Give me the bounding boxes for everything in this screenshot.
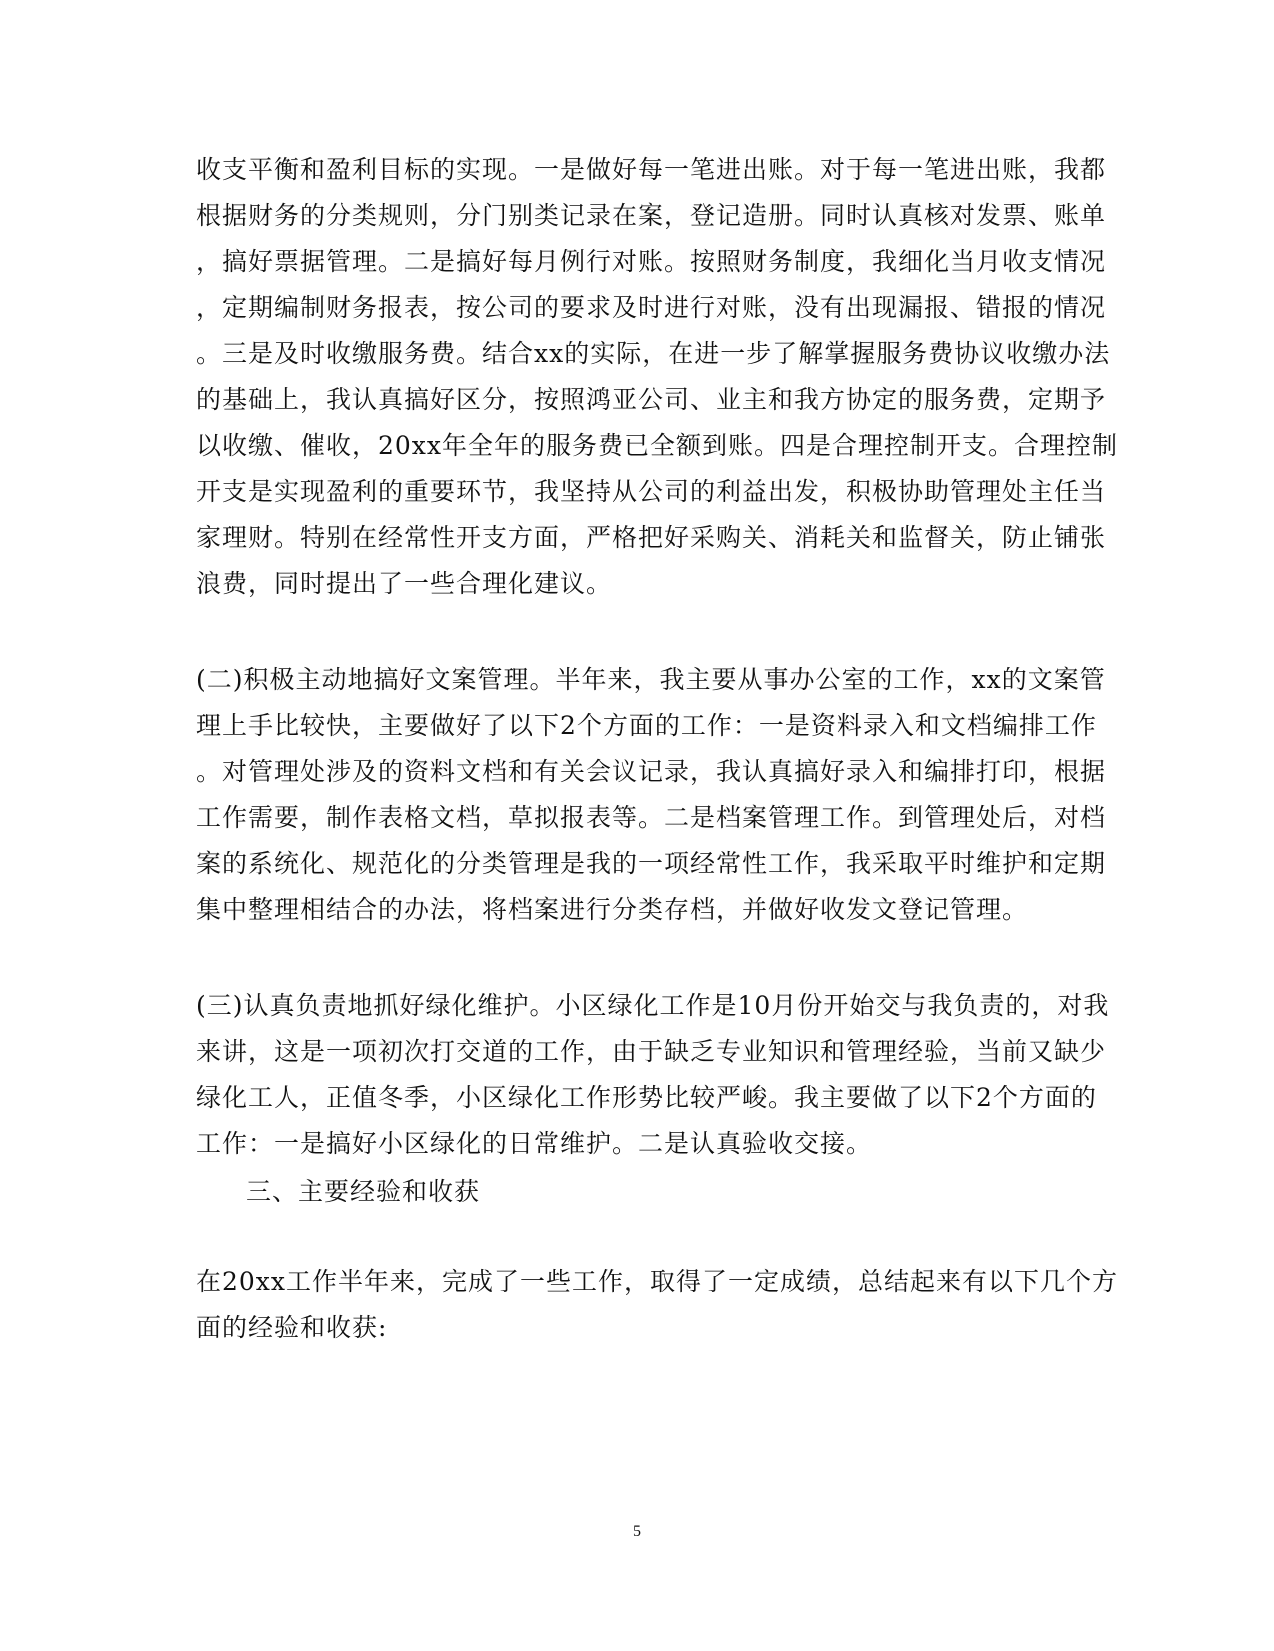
paragraph-line: 的基础上，我认真搞好区分，按照鸿亚公司、业主和我方协定的服务费，定期予 <box>196 385 1107 414</box>
paragraph-line: 根据财务的分类规则，分门别类记录在案，登记造册。同时认真核对发票、账单 <box>196 201 1107 230</box>
paragraph-line: (三)认真负责地抓好绿化维护。小区绿化工作是10月份开始交与我负责的，对我 <box>196 991 1110 1020</box>
paragraph-line: 工作需要，制作表格文档，草拟报表等。二是档案管理工作。到管理处后，对档 <box>196 803 1107 832</box>
paragraph-line: 开支是实现盈利的重要环节，我坚持从公司的利益出发，积极协助管理处主任当 <box>196 477 1107 506</box>
paragraph-line: 绿化工人，正值冬季，小区绿化工作形势比较严峻。我主要做了以下2个方面的 <box>196 1083 1097 1112</box>
paragraph-line: 家理财。特别在经常性开支方面，严格把好采购关、消耗关和监督关，防止铺张 <box>196 523 1107 552</box>
paragraph-line: 以收缴、催收，20xx年全年的服务费已全额到账。四是合理控制开支。合理控制 <box>196 431 1119 460</box>
paragraph-line: 案的系统化、规范化的分类管理是我的一项经常性工作，我采取平时维护和定期 <box>196 849 1107 878</box>
paragraph-line: 收支平衡和盈利目标的实现。一是做好每一笔进出账。对于每一笔进出账，我都 <box>196 155 1107 184</box>
paragraph-line: 面的经验和收获: <box>196 1313 388 1342</box>
paragraph-line: 理上手比较快，主要做好了以下2个方面的工作：一是资料录入和文档编排工作 <box>196 711 1097 740</box>
paragraph-line: 来讲，这是一项初次打交道的工作，由于缺乏专业知识和管理经验，当前又缺少 <box>196 1037 1107 1066</box>
page-number: 5 <box>633 1523 641 1540</box>
paragraph-line: 浪费，同时提出了一些合理化建议。 <box>196 569 613 598</box>
paragraph-line: 。三是及时收缴服务费。结合xx的实际，在进一步了解掌握服务费协议收缴办法 <box>196 339 1111 368</box>
paragraph-line: ，搞好票据管理。二是搞好每月例行对账。按照财务制度，我细化当月收支情况 <box>196 247 1107 276</box>
paragraph-line: ，定期编制财务报表，按公司的要求及时进行对账，没有出现漏报、错报的情况 <box>196 293 1107 322</box>
paragraph-line: 。对管理处涉及的资料文档和有关会议记录，我认真搞好录入和编排打印，根据 <box>196 757 1107 786</box>
section-heading: 三、主要经验和收获 <box>246 1177 481 1206</box>
paragraph-line: 工作：一是搞好小区绿化的日常维护。二是认真验收交接。 <box>196 1129 873 1158</box>
paragraph-line: (二)积极主动地搞好文案管理。半年来，我主要从事办公室的工作，xx的文案管 <box>196 665 1106 694</box>
paragraph-line: 集中整理相结合的办法，将档案进行分类存档，并做好收发文登记管理。 <box>196 895 1029 924</box>
paragraph-line: 在20xx工作半年来，完成了一些工作，取得了一定成绩，总结起来有以下几个方 <box>196 1267 1119 1296</box>
